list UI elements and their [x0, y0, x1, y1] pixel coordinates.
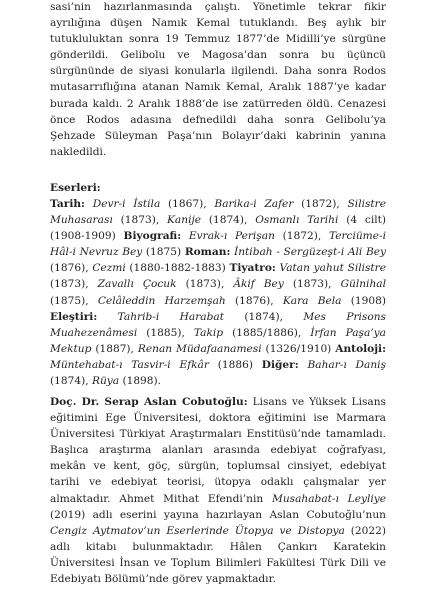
- work-year: (1886): [208, 358, 262, 371]
- work-title: Terciüme-i Hâl-i Nevruz Bey: [50, 230, 386, 259]
- work-title: Renan Müdafaanamesi: [137, 342, 262, 355]
- work-year: (1887),: [91, 342, 138, 355]
- work-title: Kanije: [167, 214, 202, 227]
- work-title: Tahrib-i Harabat: [117, 310, 224, 323]
- work-year: (1875),: [50, 294, 98, 307]
- work-year: (1885/1886),: [223, 326, 311, 339]
- bio-text: (2019) adlı eserini yayına hazırlayan Aslan Cobutoğlu’nun: [50, 508, 386, 521]
- work-title: Gülnihal: [340, 278, 386, 291]
- work-title: Takip: [193, 326, 224, 339]
- work-year: (1876),: [50, 262, 93, 275]
- work-year: (1326/1910): [261, 342, 336, 355]
- work-year: (1880-1882-1883): [125, 262, 230, 275]
- category-antoloji: Antoloji:: [335, 342, 386, 355]
- work-year: (1867),: [160, 198, 215, 210]
- work-title: Müntehabat-ı Tasvir-i Efkâr: [50, 358, 209, 371]
- author-name: Doç. Dr. Serap Aslan Cobutoğlu:: [50, 396, 248, 408]
- work-year: (1873),: [283, 278, 341, 291]
- bio-work-title: Cengiz Aytmatov’un Eserlerinde Ütopya ve Distopya: [50, 524, 345, 537]
- work-title: Zavallı Çocuk: [97, 278, 177, 291]
- work-title: Celâleddin Harzemşah: [97, 294, 226, 307]
- work-title: Silistre Muhasarası: [50, 198, 386, 227]
- work-year: (1898).: [119, 375, 162, 388]
- category-biyografi: Biyografi:: [123, 230, 182, 243]
- work-title: Bahar-ı Daniş: [307, 358, 386, 371]
- category-roman: Roman:: [184, 246, 231, 259]
- works-list: [50, 196, 386, 389]
- work-title: İntibah - Sergüzeşt-i Ali Bey: [234, 246, 387, 259]
- work-year: (1876),: [225, 294, 283, 307]
- biography-paragraph: sasi’nin hazırlanmasında çalıştı. Yönetimle tekrar fikir ayrılığına düşen Namık Kemal tutuklandı. Beş aylık bir tutukluluktan sonra 19 Temmuz 1877’de Midilli’ye sürgüne gönderildi. Gelibolu ve Magosa’dan sonra bu üçüncü sürgününde de siyasi konularla ilgilendi. Daha sonra Rodos mutasarrıflığına atanan Namık Kemal, Aralık 1887’ye kadar burada kaldı. 2 Aralık 1888’de ise zatürreden öldü. Cenazesi önce Rodos adasına defnedildi daha sonra Gelibolu’ya Şehzade Süleyman Paşa’nın Bolayır’daki kabrinin yanına nakledildi.: [50, 1, 386, 158]
- work-title: Rüya: [91, 375, 120, 388]
- bio-text: (2022) adlı kitabı bulunmaktadır. Hâlen Çankırı Karatekin Üniversitesi İnsan ve Toplum Bilimleri Fakültesi Türk Dili ve Edebiyatı Bölümü’nde görev yapmaktadır.: [50, 524, 386, 586]
- work-year: (1872),: [274, 230, 329, 243]
- work-year: (1872),: [293, 198, 348, 210]
- works-heading: Eserleri:: [50, 182, 101, 194]
- work-title: Barika-i Zafer: [214, 198, 294, 210]
- category-tarih: Tarih:: [50, 198, 85, 210]
- work-year: (1874),: [201, 214, 256, 227]
- work-title: Evrak-ı Perişan: [188, 230, 275, 243]
- category-diger: Diğer:: [261, 358, 299, 371]
- work-title: Kara Bela: [282, 294, 342, 307]
- work-year: (1908): [341, 294, 386, 307]
- work-year: (1874),: [223, 310, 304, 323]
- bio-work-title: Musahabat-ı Leyliye: [271, 492, 386, 505]
- work-year: (1875): [142, 246, 185, 259]
- bio-text: Lisans ve Yüksek Lisans eğitimini Ege Üniversitesi, doktora eğitimini ise Marmara Üniversitesi Türkiyat Araştırmaları Enstitüsü’nde tamamladı. Başlıca araştırma alanları arasında edebiyat coğrafyası, mekân ve kent, göç, sürgün, toplumsal cinsiyet, edebiyat tarihi ve edebiyat teorisi, ütopya odaklı çalışmalar yer almaktadır. Ahmet Mithat Efendi’nin: [50, 396, 386, 505]
- work-title: Devr-i İstila: [92, 198, 161, 210]
- work-title: Âkif Bey: [233, 278, 284, 291]
- work-year: (1873),: [112, 214, 168, 227]
- work-title: Cezmi: [92, 262, 126, 275]
- work-year: (1874),: [50, 375, 92, 388]
- category-elestiri: Eleştiri:: [50, 310, 98, 323]
- work-year: (4 cilt) (1908-1909): [50, 214, 386, 243]
- category-tiyatro: Tiyatro:: [229, 262, 276, 275]
- work-title: İrfan Paşa’ya Mektup: [50, 326, 386, 355]
- work-year: (1873),: [50, 278, 98, 291]
- work-year: (1885),: [137, 326, 194, 339]
- work-title: Vatan yahut Silistre: [279, 262, 387, 275]
- work-title: Osmanlı Tarihi: [255, 214, 339, 227]
- author-bio-paragraph: [50, 394, 386, 587]
- work-title: Mes Prisons Muahezenâmesi: [50, 310, 386, 339]
- work-year: (1873),: [176, 278, 234, 291]
